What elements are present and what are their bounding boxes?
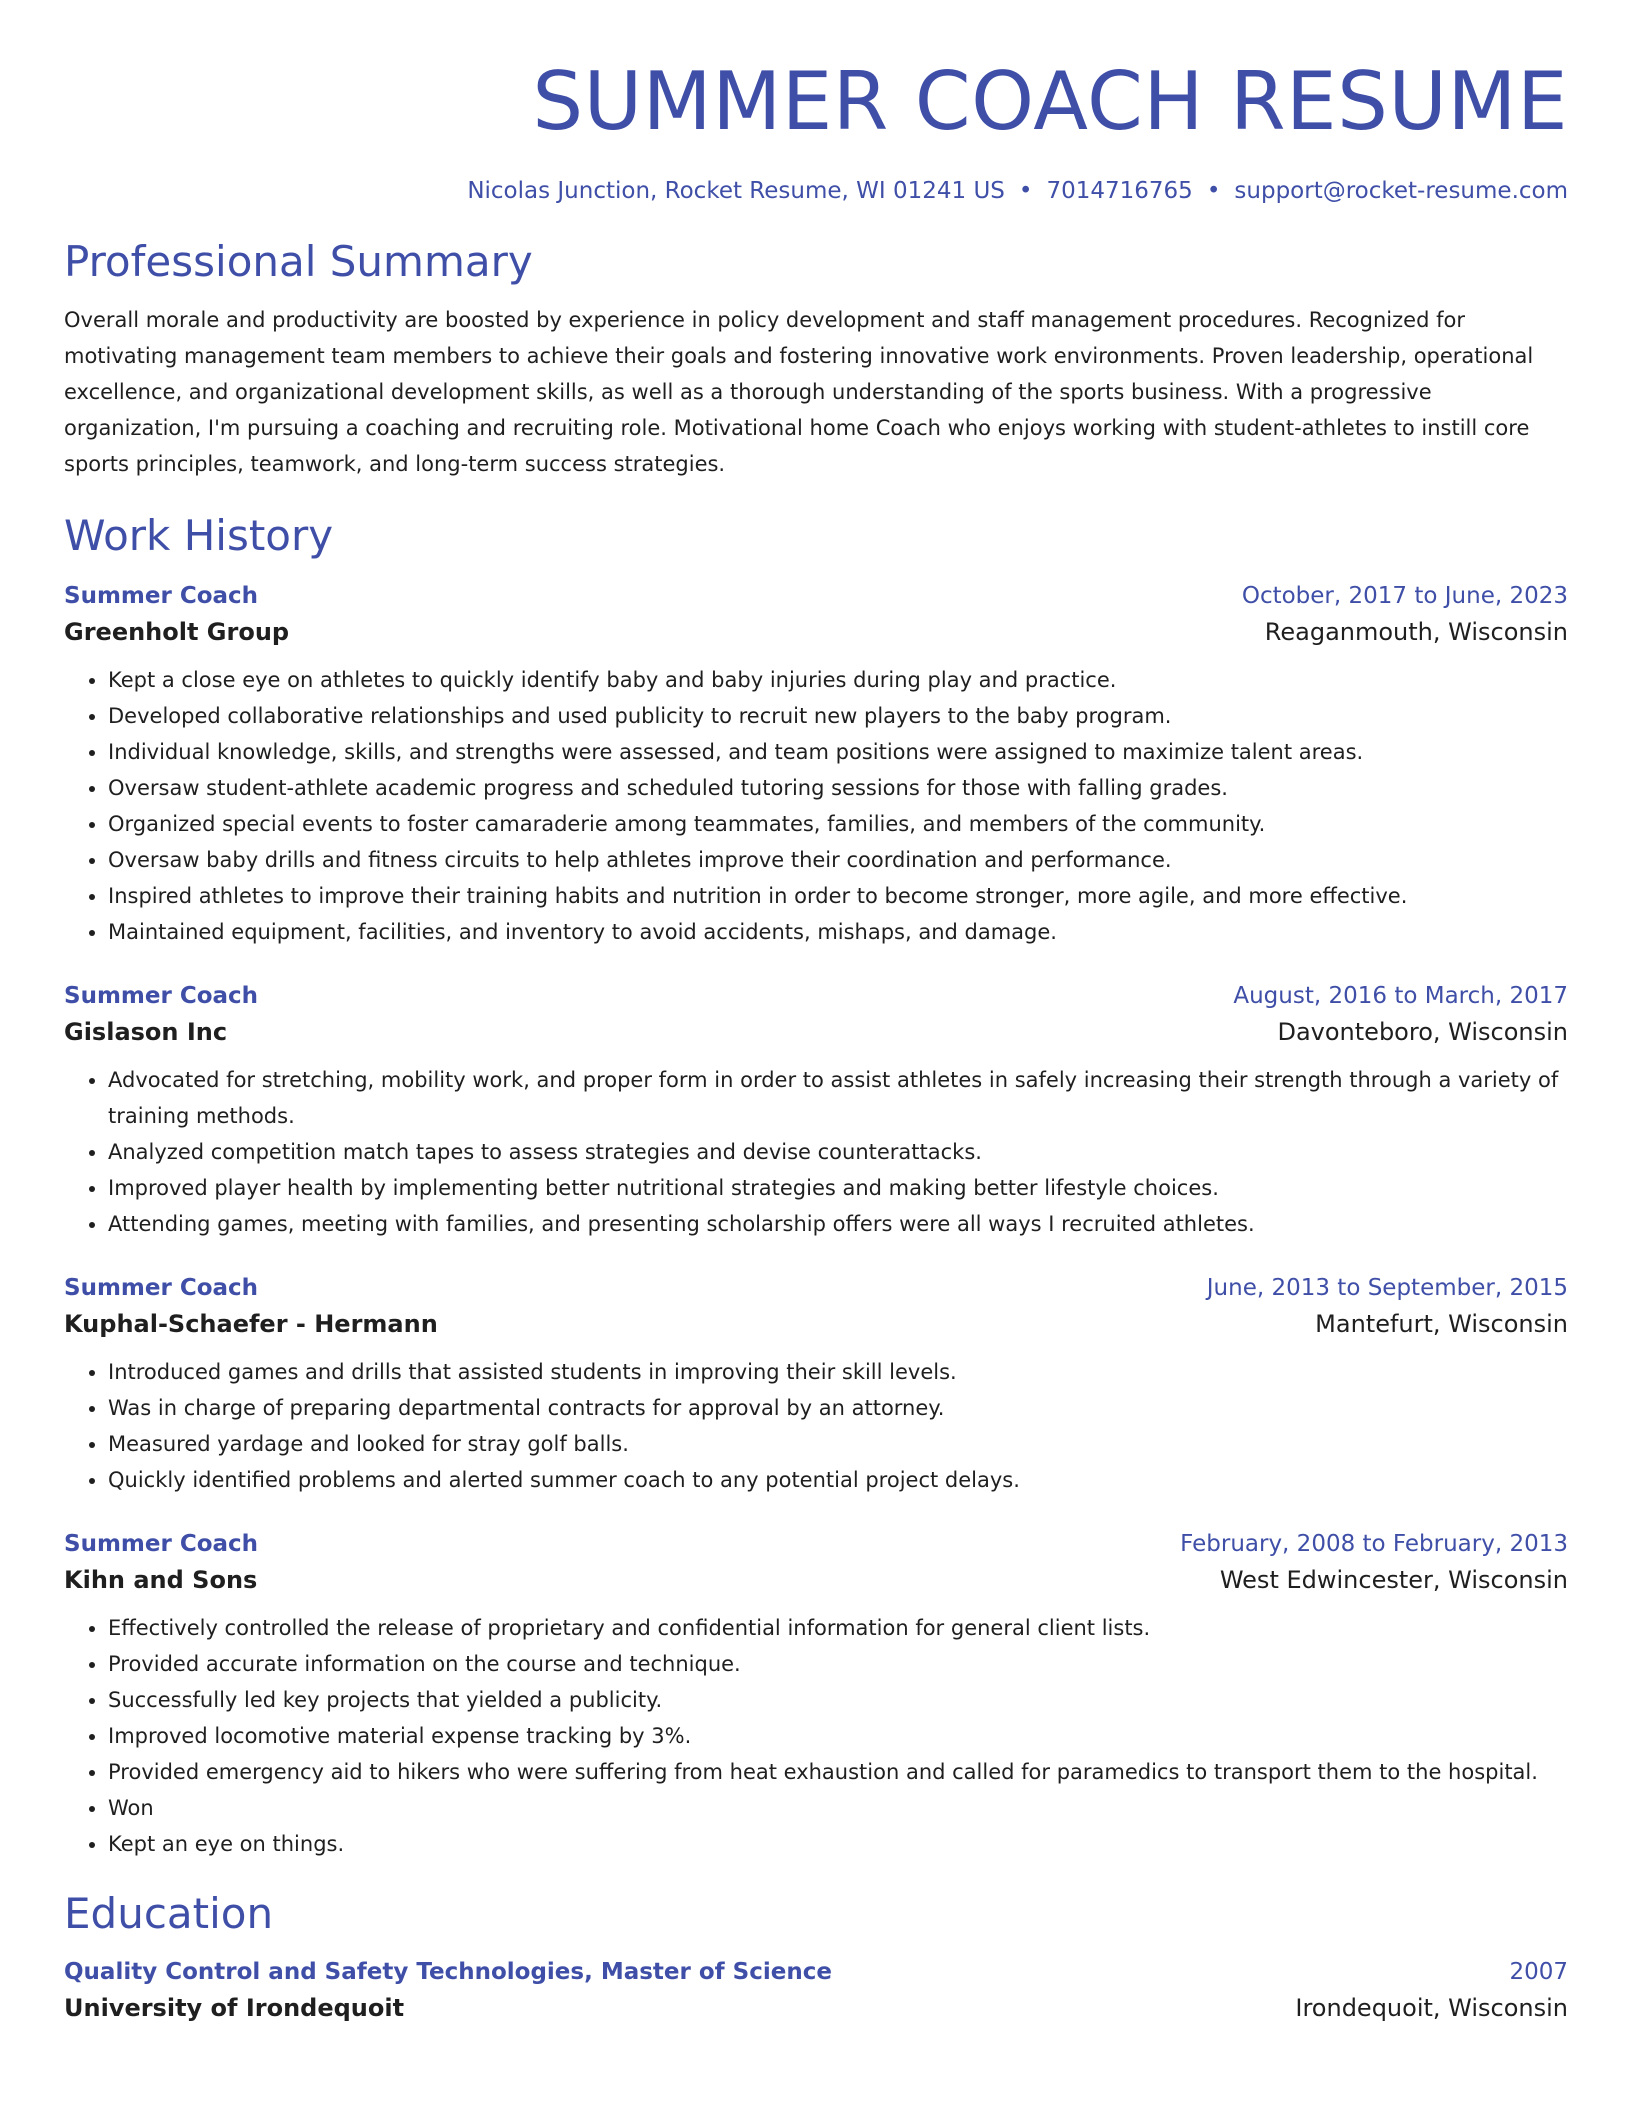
job-title: Summer Coach <box>64 583 259 609</box>
job-bullet: • Won <box>108 1790 1568 1826</box>
job-header-row <box>64 1528 1568 1560</box>
job-bullet: • Organized special events to foster camaraderie among teammates, families, and members of the community. <box>108 806 1568 842</box>
education-location: Irondequoit, Wisconsin <box>1295 1994 1568 2022</box>
contact-address: Nicolas Junction, Rocket Resume, WI 01241 US <box>467 178 1005 204</box>
summary-heading: Professional Summary <box>64 237 533 286</box>
education-school-row <box>64 1988 1568 2028</box>
job-title: Summer Coach <box>64 1531 259 1557</box>
job-header-row <box>64 980 1568 1012</box>
job-header-row <box>64 1272 1568 1304</box>
job-location: West Edwincester, Wisconsin <box>1219 1566 1568 1594</box>
job-company-row <box>64 612 1568 652</box>
job-entry <box>64 1528 1568 1862</box>
job-bullet-list <box>64 1610 1568 1862</box>
job-bullet: • Quickly identified problems and alerted summer coach to any potential project delays. <box>108 1462 1568 1498</box>
job-bullet: • Successfully led key projects that yielded a publicity. <box>108 1682 1568 1718</box>
job-dates: June, 2013 to September, 2015 <box>1206 1275 1568 1301</box>
job-bullet: • Improved player health by implementing better nutritional strategies and making better lifestyle choices. <box>108 1170 1568 1206</box>
job-bullet: • Measured yardage and looked for stray golf balls. <box>108 1426 1568 1462</box>
job-company: Greenholt Group <box>64 618 290 646</box>
job-bullet: • Improved locomotive material expense tracking by 3%. <box>108 1718 1568 1754</box>
resume-header <box>64 54 1568 206</box>
education-year: 2007 <box>1509 1959 1568 1985</box>
job-location: Reaganmouth, Wisconsin <box>1264 618 1568 646</box>
job-bullet: • Oversaw student-athlete academic progress and scheduled tutoring sessions for those with falling grades. <box>108 770 1568 806</box>
job-dates: August, 2016 to March, 2017 <box>1233 983 1568 1009</box>
education-heading: Education <box>64 1889 274 1938</box>
job-bullet-list <box>64 1062 1568 1242</box>
job-bullet: • Inspired athletes to improve their training habits and nutrition in order to become stronger, more agile, and more effective. <box>108 878 1568 914</box>
job-dates: February, 2008 to February, 2013 <box>1180 1531 1568 1557</box>
job-bullet: • Analyzed competition match tapes to assess strategies and devise counterattacks. <box>108 1134 1568 1170</box>
job-bullet-list <box>64 1354 1568 1498</box>
contact-separator: • <box>1206 178 1221 204</box>
job-bullet-list <box>64 662 1568 950</box>
job-bullet: • Maintained equipment, facilities, and inventory to avoid accidents, mishaps, and damage. <box>108 914 1568 950</box>
job-bullet: • Attending games, meeting with families, and presenting scholarship offers were all ways I recruited athletes. <box>108 1206 1568 1242</box>
job-bullet: • Was in charge of preparing departmental contracts for approval by an attorney. <box>108 1390 1568 1426</box>
contact-phone[interactable]: 7014716765 <box>1046 178 1193 204</box>
job-location: Davonteboro, Wisconsin <box>1277 1018 1568 1046</box>
contact-separator: • <box>1018 178 1033 204</box>
contact-line <box>64 176 1568 206</box>
job-location: Mantefurt, Wisconsin <box>1315 1310 1568 1338</box>
job-company: Kihn and Sons <box>64 1566 258 1594</box>
summary-text: Overall morale and productivity are boosted by experience in policy development and staff management procedures. Recognized for motivating management team members to achieve their goals and fostering innovative work environments. Proven leadership, operational excellence, and organizational development skills, as well as a thorough understanding of the sports business. With a progressive organization, I'm pursuing a coaching and recruiting role. Motivational home Coach who enjoys working with student-athletes to instill core sports principles, teamwork, and long-term success strategies. <box>64 308 1534 476</box>
job-bullet: • Kept a close eye on athletes to quickly identify baby and baby injuries during play and practice. <box>108 662 1568 698</box>
job-title: Summer Coach <box>64 1275 259 1301</box>
job-entry <box>64 1272 1568 1498</box>
job-entry <box>64 980 1568 1242</box>
job-bullet: • Provided emergency aid to hikers who were suffering from heat exhaustion and called for paramedics to transport them to the hospital. <box>108 1754 1568 1790</box>
job-company-row <box>64 1560 1568 1600</box>
job-company: Gislason Inc <box>64 1018 228 1046</box>
job-bullet: • Provided accurate information on the course and technique. <box>108 1646 1568 1682</box>
education-school: University of Irondequoit <box>64 1994 405 2022</box>
job-bullet: • Advocated for stretching, mobility work, and proper form in order to assist athletes in safely increasing their strength through a variety of training methods. <box>108 1062 1568 1134</box>
job-title: Summer Coach <box>64 983 259 1009</box>
education-header-row <box>64 1956 1568 1988</box>
job-bullet: • Introduced games and drills that assisted students in improving their skill levels. <box>108 1354 1568 1390</box>
job-dates: October, 2017 to June, 2023 <box>1241 583 1568 609</box>
job-header-row <box>64 580 1568 612</box>
job-bullet: • Kept an eye on things. <box>108 1826 1568 1862</box>
resume-title: SUMMER COACH RESUME <box>532 55 1568 148</box>
education-entry <box>64 1956 1568 2028</box>
contact-email[interactable]: support@rocket-resume.com <box>1234 178 1568 204</box>
job-bullet: • Individual knowledge, skills, and strengths were assessed, and team positions were assigned to maximize talent areas. <box>108 734 1568 770</box>
work-history-list <box>64 580 1568 1862</box>
work-history-heading: Work History <box>64 511 334 560</box>
job-entry <box>64 580 1568 950</box>
job-company-row <box>64 1304 1568 1344</box>
education-degree: Quality Control and Safety Technologies, Master of Science <box>64 1959 832 1985</box>
job-bullet: • Developed collaborative relationships and used publicity to recruit new players to the baby program. <box>108 698 1568 734</box>
education-list <box>64 1956 1568 2028</box>
job-bullet: • Oversaw baby drills and fitness circuits to help athletes improve their coordination and performance. <box>108 842 1568 878</box>
job-bullet: • Effectively controlled the release of proprietary and confidential information for general client lists. <box>108 1610 1568 1646</box>
job-company: Kuphal-Schaefer - Hermann <box>64 1310 438 1338</box>
job-company-row <box>64 1012 1568 1052</box>
